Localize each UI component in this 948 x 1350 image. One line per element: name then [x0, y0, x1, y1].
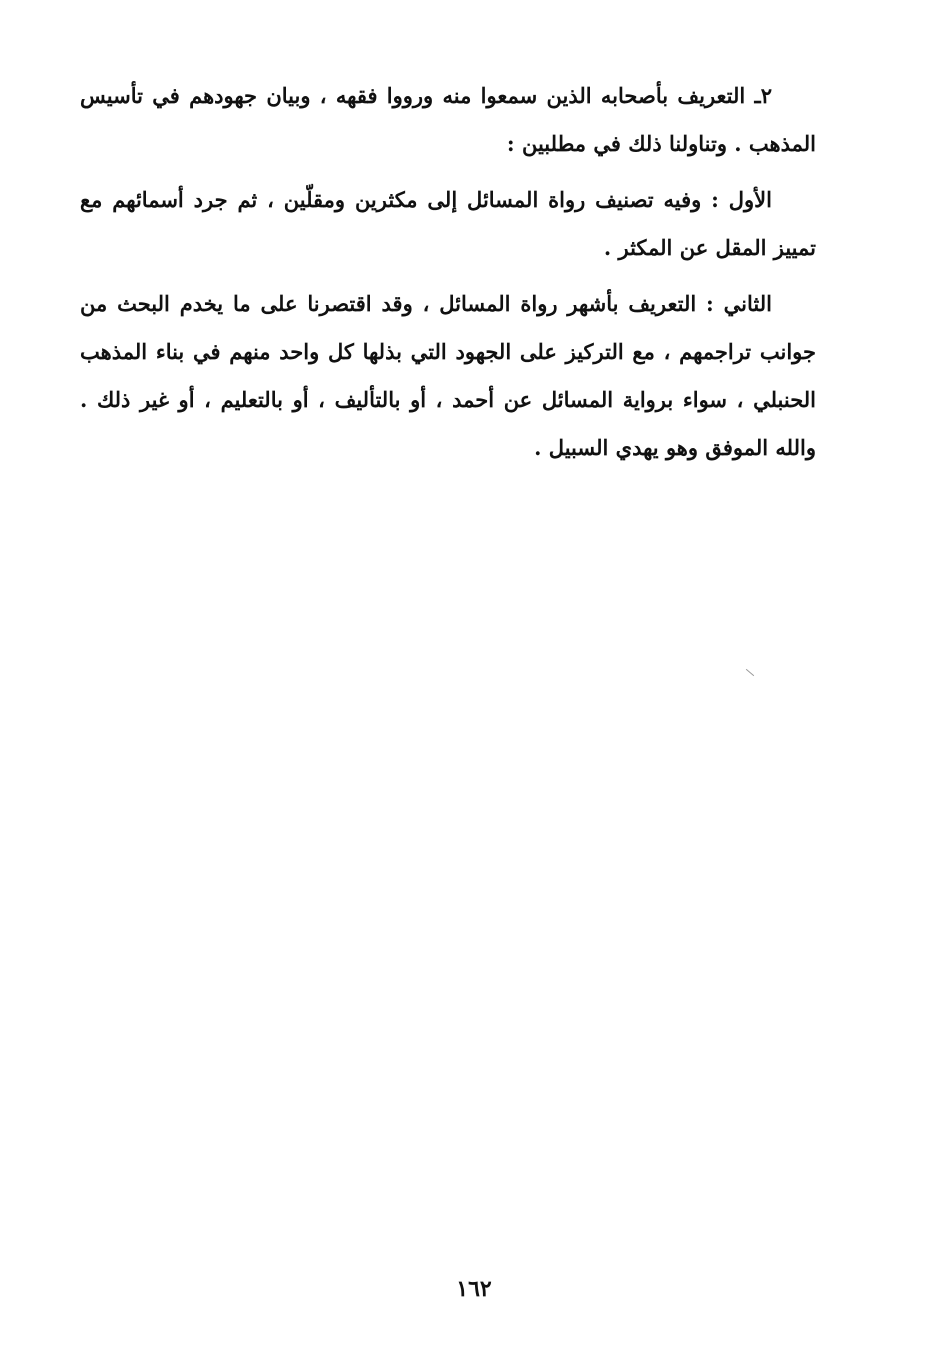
- body-text: [80, 72, 816, 480]
- paragraph-second-section: الثاني : التعريف بأشهر رواة المسائل ، وقد اقتصرنا على ما يخدم البحث من جوانب تراجمهم ، مع التركيز على الجهود التي بذلها كل واحد منهم في بناء المذهب الحنبلي ، سواء برواية المسائل عن أحمد ، أو بالتأليف ، أو بالتعليم ، أو غير ذلك . والله الموفق وهو يهدي السبيل .: [80, 291, 816, 460]
- scan-artifact: [746, 669, 754, 676]
- page-number: ١٦٢: [456, 1276, 492, 1302]
- paragraph-item-2: ٢ـ التعريف بأصحابه الذين سمعوا منه ورووا فقهه ، وبيان جهودهم في تأسيس المذهب . وتناولنا ذلك في مطلبين :: [80, 83, 816, 156]
- paragraph-first-section: الأول : وفيه تصنيف رواة المسائل إلى مكثرين ومقلّين ، ثم جرد أسمائهم مع تمييز المقل عن المكثر .: [80, 187, 816, 260]
